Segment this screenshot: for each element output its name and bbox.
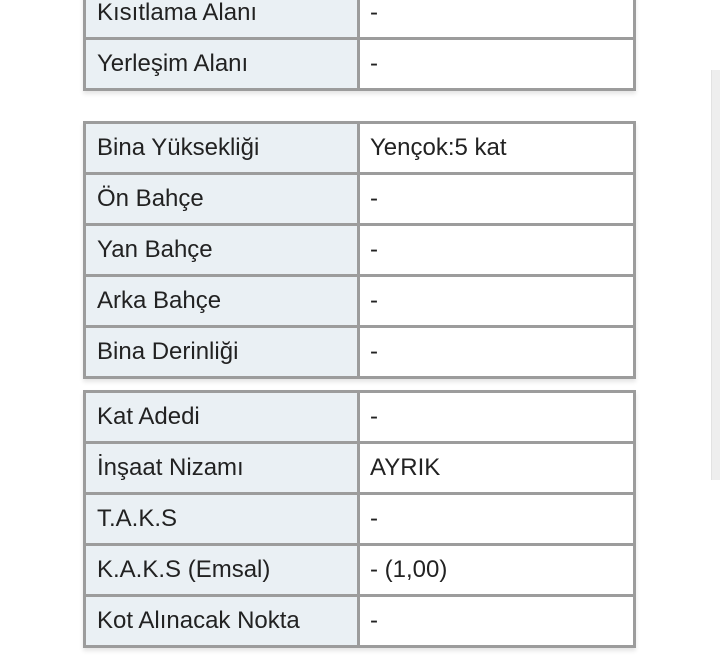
row-value: AYRIK <box>360 444 633 492</box>
building-dimensions-table <box>83 121 636 379</box>
table-row-insaat-nizami <box>86 444 633 495</box>
row-value: - <box>360 226 633 274</box>
row-value: - <box>360 0 633 37</box>
row-value: - <box>360 40 633 88</box>
table-row-bina-yuksekligi <box>86 124 633 175</box>
table-row-yerlesim-alani <box>86 40 633 88</box>
row-value: - <box>360 393 633 441</box>
row-label: Yan Bahçe <box>86 226 360 274</box>
table-row-arka-bahce <box>86 277 633 328</box>
row-label: Bina Yüksekliği <box>86 124 360 172</box>
table-row-kot-alinacak-nokta <box>86 597 633 645</box>
row-label: Yerleşim Alanı <box>86 40 360 88</box>
restriction-table <box>83 0 636 91</box>
row-label: Bina Derinliği <box>86 328 360 376</box>
row-label: K.A.K.S (Emsal) <box>86 546 360 594</box>
table-row-kat-adedi <box>86 393 633 444</box>
table-row-kisitlama-alani <box>86 0 633 40</box>
row-value: - <box>360 175 633 223</box>
scrollbar[interactable] <box>711 70 720 480</box>
construction-coefficients-table <box>83 390 636 648</box>
table-row-on-bahce <box>86 175 633 226</box>
row-label: Arka Bahçe <box>86 277 360 325</box>
row-label: Kot Alınacak Nokta <box>86 597 360 645</box>
table-row-taks <box>86 495 633 546</box>
row-value: Yençok:5 kat <box>360 124 633 172</box>
row-label: İnşaat Nizamı <box>86 444 360 492</box>
row-value: - <box>360 277 633 325</box>
row-label: T.A.K.S <box>86 495 360 543</box>
table-row-yan-bahce <box>86 226 633 277</box>
row-label: Ön Bahçe <box>86 175 360 223</box>
row-value: - <box>360 597 633 645</box>
table-row-bina-derinligi <box>86 328 633 376</box>
row-label: Kısıtlama Alanı <box>86 0 360 37</box>
row-value: - <box>360 495 633 543</box>
table-row-kaks-emsal <box>86 546 633 597</box>
row-value: - (1,00) <box>360 546 633 594</box>
row-label: Kat Adedi <box>86 393 360 441</box>
row-value: - <box>360 328 633 376</box>
